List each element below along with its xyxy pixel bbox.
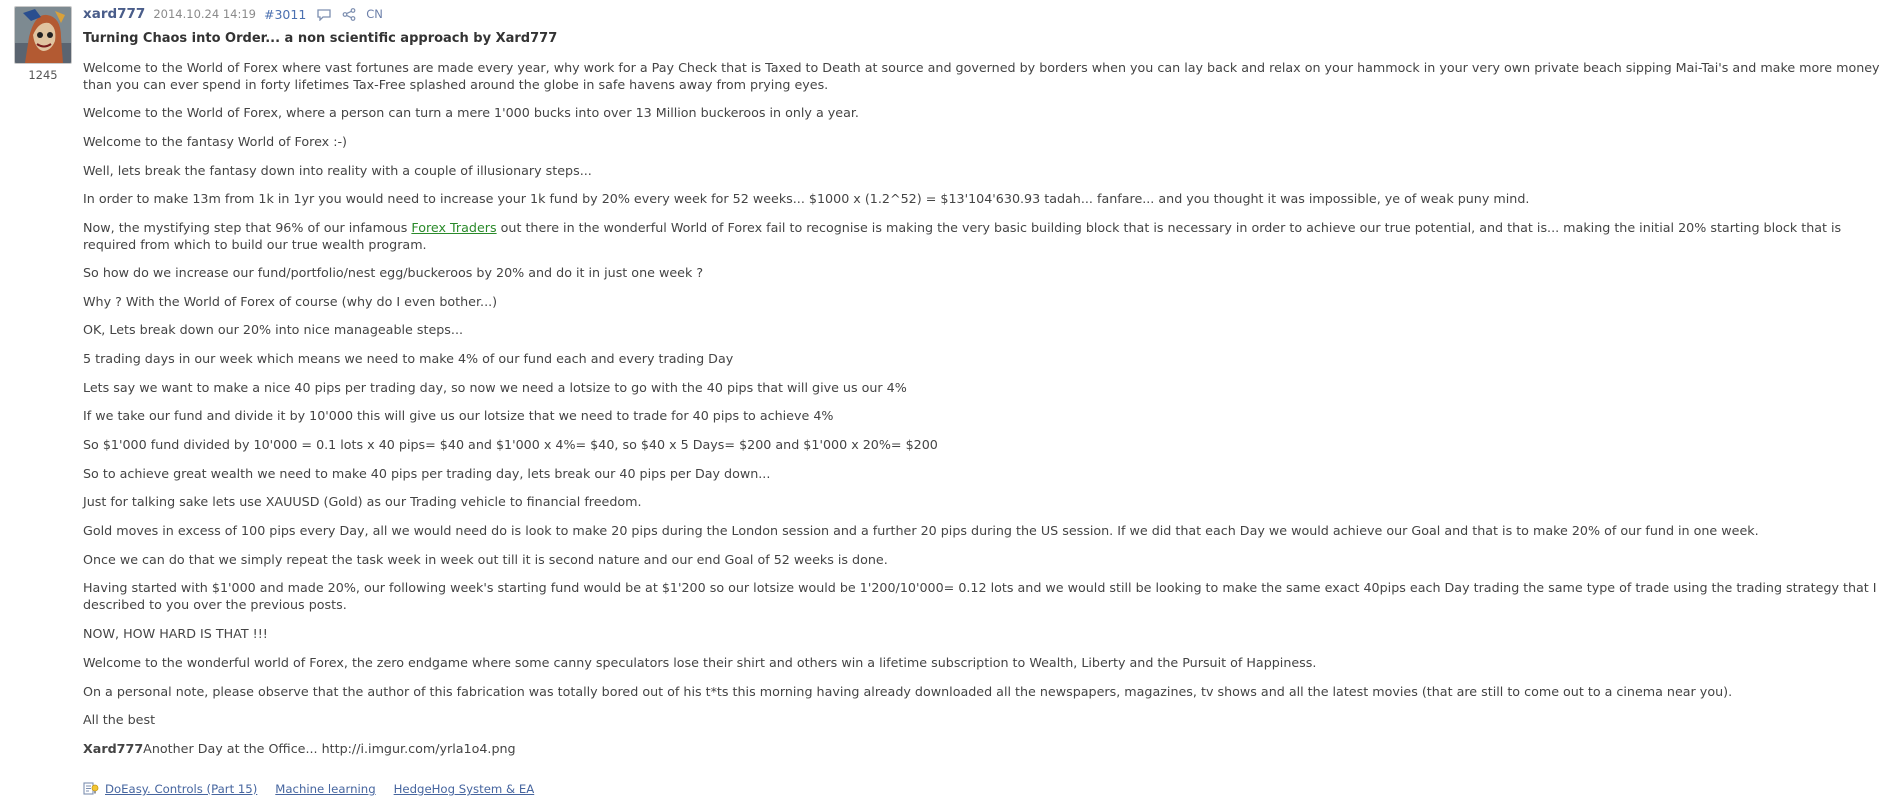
author-rating: 1245 xyxy=(28,68,58,82)
lightbulb-icon xyxy=(83,782,99,796)
paragraph: Welcome to the World of Forex, where a person can turn a mere 1'000 bucks into over 13 Million buckeroos in only a year. xyxy=(83,105,859,120)
paragraph: Welcome to the World of Forex where vast fortunes are made every year, why work for a Pay Check that is Taxed to Death at source and governed by borders when you can lay back and relax on your hammock in your very own private beach sipping Mai-Tai's and make more money than you can ever spend in forty lifetimes Tax-Free splashed around the globe in safe havens away from prying eyes. xyxy=(83,60,1880,92)
post-date: 2014.10.24 14:19 xyxy=(153,7,256,21)
paragraph: All the best xyxy=(83,712,156,727)
paragraph: Why ? With the World of Forex of course (why do I even bother...) xyxy=(83,294,498,309)
signature-name: Xard777 xyxy=(83,741,144,756)
translate-link[interactable]: CN xyxy=(366,7,383,21)
paragraph: If we take our fund and divide it by 10'000 this will give us our lotsize that we need to trade for 40 pips to achieve 4% xyxy=(83,408,834,423)
paragraph: Well, lets break the fantasy down into reality with a couple of illusionary steps... xyxy=(83,163,592,178)
signature-text: Another Day at the Office... http://i.imgur.com/yrla1o4.png xyxy=(143,741,516,756)
related-link[interactable]: DoEasy. Controls (Part 15) xyxy=(105,782,258,796)
paragraph-text: Now, the mystifying step that 96% of our infamous xyxy=(83,220,412,235)
paragraph xyxy=(83,219,1883,253)
author-panel xyxy=(14,6,72,82)
paragraph: OK, Lets break down our 20% into nice manageable steps... xyxy=(83,322,464,337)
related-link[interactable]: HedgeHog System & EA xyxy=(393,782,535,796)
related-link[interactable]: Machine learning xyxy=(275,782,376,796)
avatar[interactable] xyxy=(14,6,72,64)
post-title: Turning Chaos into Order... a non scientific approach by Xard777 xyxy=(83,31,558,46)
paragraph: Welcome to the wonderful world of Forex, the zero endgame where some canny speculators lose their shirt and others win a lifetime subscription to Wealth, Liberty and the Pursuit of Happiness. xyxy=(83,655,1317,670)
share-icon[interactable] xyxy=(342,8,356,21)
paragraph: Welcome to the fantasy World of Forex :-) xyxy=(83,134,348,149)
paragraph: Lets say we want to make a nice 40 pips per trading day, so now we need a lotsize to go with the 40 pips that will give us our 4% xyxy=(83,380,907,395)
forex-traders-link[interactable]: Forex Traders xyxy=(411,220,497,235)
related-links xyxy=(83,782,552,796)
paragraph: 5 trading days in our week which means we need to make 4% of our fund each and every trading Day xyxy=(83,351,734,366)
signature xyxy=(83,740,516,757)
post xyxy=(83,4,1883,756)
paragraph: NOW, HOW HARD IS THAT !!! xyxy=(83,626,268,641)
reply-icon[interactable] xyxy=(316,8,332,21)
paragraph: On a personal note, please observe that the author of this fabrication was totally bored out of his t*ts this morning having already downloaded all the newspapers, magazines, tv shows and all the latest movies (that are still to come out to a cinema near you). xyxy=(83,684,1733,699)
paragraph: Having started with $1'000 and made 20%, our following week's starting fund would be at $1'200 so our lotsize would be 1'200/10'000= 0.12 lots and we would still be looking to make the same exact 40pips each Day trading the same type of trade using the trading strategy that I described to you over the previous posts. xyxy=(83,580,1877,612)
paragraph-text: out there in the wonderful World of Forex fail to recognise is making the very basic building block that is necessary in order to achieve our true potential, and that is... making the initial 20% starting block that is required from which to build our true wealth program. xyxy=(83,220,1842,252)
paragraph: So to achieve great wealth we need to make 40 pips per trading day, lets break our 40 pips per Day down... xyxy=(83,466,771,481)
paragraph: Gold moves in excess of 100 pips every Day, all we would need do is look to make 20 pips during the London session and a further 20 pips during the US session. If we did that each Day we would achieve our Goal and that is to make 20% of our fund in one week. xyxy=(83,523,1759,538)
post-number[interactable]: #3011 xyxy=(263,6,307,22)
paragraph: So how do we increase our fund/portfolio/nest egg/buckeroos by 20% and do it in just one week ? xyxy=(83,265,704,280)
paragraph: In order to make 13m from 1k in 1yr you would need to increase your 1k fund by 20% every week for 52 weeks... $1000 x (1.2^52) = $13'104'630.93 tadah... fanfare... and you thought it was impossible, ye of weak puny mind. xyxy=(83,191,1530,206)
paragraph: Just for talking sake lets use XAUUSD (Gold) as our Trading vehicle to financial freedom. xyxy=(83,494,642,509)
post-header xyxy=(83,4,1883,24)
paragraph: Once we can do that we simply repeat the task week in week out till it is second nature and our end Goal of 52 weeks is done. xyxy=(83,552,888,567)
author-name[interactable]: xard777 xyxy=(83,6,146,22)
paragraph: So $1'000 fund divided by 10'000 = 0.1 lots x 40 pips= $40 and $1'000 x 4%= $40, so $40 x 5 Days= $200 and $1'000 x 20%= $200 xyxy=(83,437,938,452)
